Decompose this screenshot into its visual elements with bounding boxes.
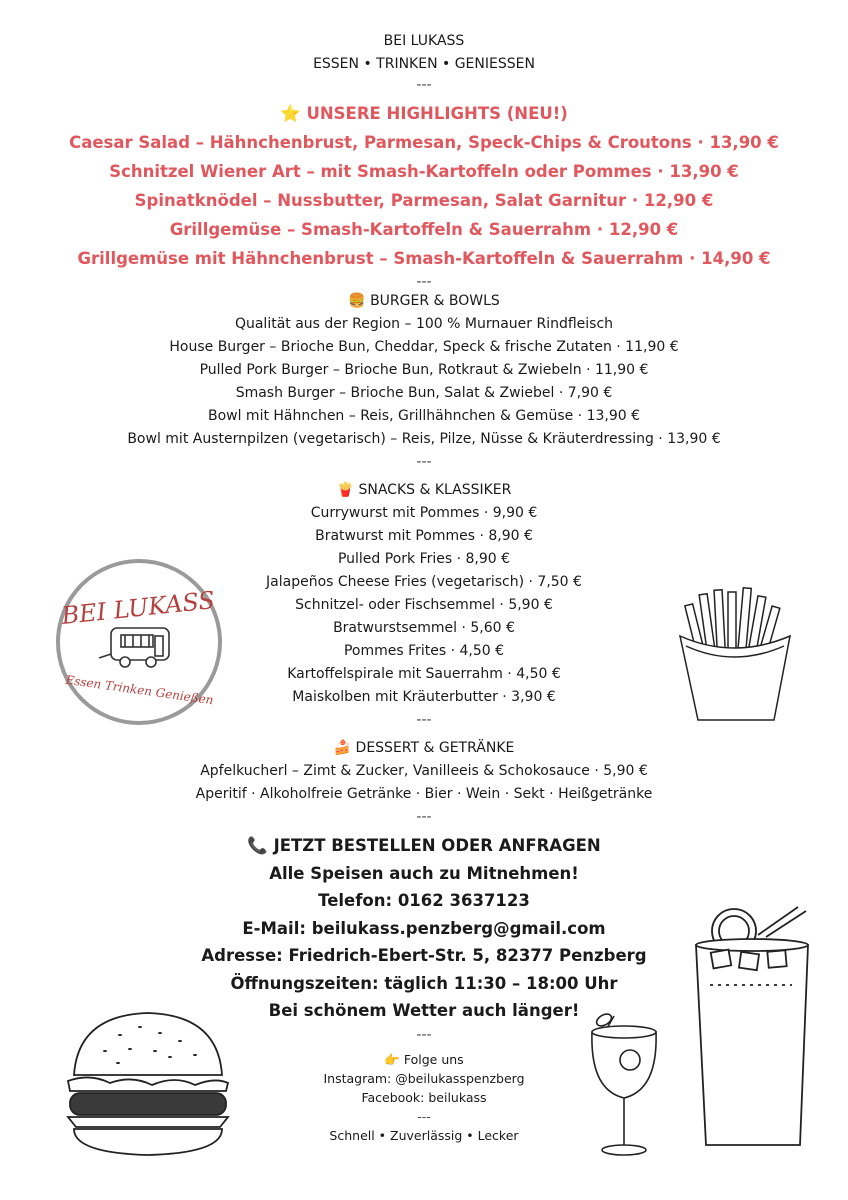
- menu-item: Kartoffelspirale mit Sauerrahm · 4,50 €: [287, 666, 561, 682]
- menu-item: House Burger – Brioche Bun, Cheddar, Speck & frische Zutaten · 11,90 €: [169, 339, 679, 355]
- separator: ---: [416, 274, 432, 290]
- facebook-handle[interactable]: Facebook: beilukass: [361, 1090, 487, 1105]
- wine-glass-icon: [584, 1010, 664, 1160]
- menu-item: Jalapeños Cheese Fries (vegetarisch) · 7,50 €: [266, 574, 582, 590]
- highlight-item: Caesar Salad – Hähnchenbrust, Parmesan, Speck-Chips & Croutons · 13,90 €: [69, 133, 779, 152]
- separator: ---: [416, 77, 432, 93]
- takeaway-note: Alle Speisen auch zu Mitnehmen!: [269, 863, 579, 883]
- menu-item: Qualität aus der Region – 100 % Murnauer Rindfleisch: [234, 316, 614, 332]
- address: Adresse: Friedrich-Ebert-Str. 5, 82377 Penzberg: [201, 946, 647, 965]
- highlights-title: ⭐ UNSERE HIGHLIGHTS (NEU!): [280, 104, 568, 123]
- email[interactable]: E-Mail: beilukass.penzberg@gmail.com: [242, 918, 606, 938]
- menu-item: Pulled Pork Fries · 8,90 €: [337, 551, 511, 567]
- menu-item: Bratwurstsemmel · 5,60 €: [333, 620, 515, 636]
- burger-icon: [60, 1005, 235, 1165]
- menu-item: Schnitzel- oder Fischsemmel · 5,90 €: [295, 597, 553, 613]
- menu-item: Bowl mit Austernpilzen (vegetarisch) – Reis, Pilze, Nüsse & Kräuterdressing · 13,90 €: [127, 431, 721, 447]
- menu-item: Apfelkucherl – Zimt & Zucker, Vanilleeis & Schokosauce · 5,90 €: [200, 763, 648, 779]
- instagram-handle[interactable]: Instagram: @beilukasspenzberg: [323, 1071, 525, 1086]
- menu-item: Aperitif · Alkoholfreie Getränke · Bier · Wein · Sekt · Heißgetränke: [195, 786, 653, 802]
- tagline: ESSEN • TRINKEN • GENIESSEN: [313, 56, 535, 72]
- opening-hours: Öffnungszeiten: täglich 11:30 – 18:00 Uhr: [230, 973, 618, 993]
- slogan: Schnell • Zuverlässig • Lecker: [329, 1128, 519, 1143]
- highlight-item: Spinatknödel – Nussbutter, Parmesan, Salat Garnitur · 12,90 €: [134, 191, 714, 210]
- menu-item: Smash Burger – Brioche Bun, Salat & Zwiebel · 7,90 €: [235, 385, 613, 401]
- highlights-section: [0, 99, 848, 291]
- contact-title: 📞 JETZT BESTELLEN ODER ANFRAGEN: [247, 836, 601, 855]
- burger-title: 🍔 BURGER & BOWLS: [348, 293, 500, 309]
- phone[interactable]: Telefon: 0162 3637123: [318, 891, 530, 910]
- menu-item: Pulled Pork Burger – Brioche Bun, Rotkraut & Zwiebeln · 11,90 €: [199, 362, 649, 378]
- dessert-section: [0, 737, 848, 828]
- highlight-item: Grillgemüse – Smash-Kartoffeln & Sauerrahm · 12,90 €: [169, 220, 679, 239]
- highlight-item: Schnitzel Wiener Art – mit Smash-Kartoffeln oder Pommes · 13,90 €: [109, 162, 739, 181]
- fries-icon: [672, 584, 797, 724]
- burger-section: [0, 290, 848, 473]
- weather-note: Bei schönem Wetter auch länger!: [268, 1001, 580, 1020]
- restaurant-name: BEI LUKASS: [383, 33, 465, 49]
- separator: ---: [416, 454, 432, 470]
- menu-item: Maiskolben mit Kräuterbutter · 3,90 €: [292, 689, 556, 705]
- snacks-title: 🍟 SNACKS & KLASSIKER: [336, 482, 512, 498]
- social-title: 👉 Folge uns: [384, 1052, 464, 1067]
- menu-item: Pommes Frites · 4,50 €: [343, 643, 505, 659]
- highlight-item: Grillgemüse mit Hähnchenbrust – Smash-Kartoffeln & Sauerrahm · 14,90 €: [77, 249, 771, 268]
- separator: ---: [416, 809, 432, 825]
- menu-item: Bratwurst mit Pommes · 8,90 €: [315, 528, 533, 544]
- logo-badge: [55, 558, 223, 726]
- separator: ---: [416, 712, 432, 728]
- separator: ---: [416, 1026, 432, 1043]
- separator: ---: [417, 1109, 431, 1124]
- menu-item: Currywurst mit Pommes · 9,90 €: [310, 505, 538, 521]
- drink-glass-icon: [688, 905, 818, 1150]
- logo-name: BEI LUKASS: [60, 586, 217, 631]
- menu-item: Bowl mit Hähnchen – Reis, Grillhähnchen & Gemüse · 13,90 €: [207, 408, 641, 424]
- header: [0, 30, 848, 94]
- logo-tagline: Essen Trinken Genießen: [64, 672, 215, 708]
- dessert-title: 🍰 DESSERT & GETRÄNKE: [333, 740, 515, 756]
